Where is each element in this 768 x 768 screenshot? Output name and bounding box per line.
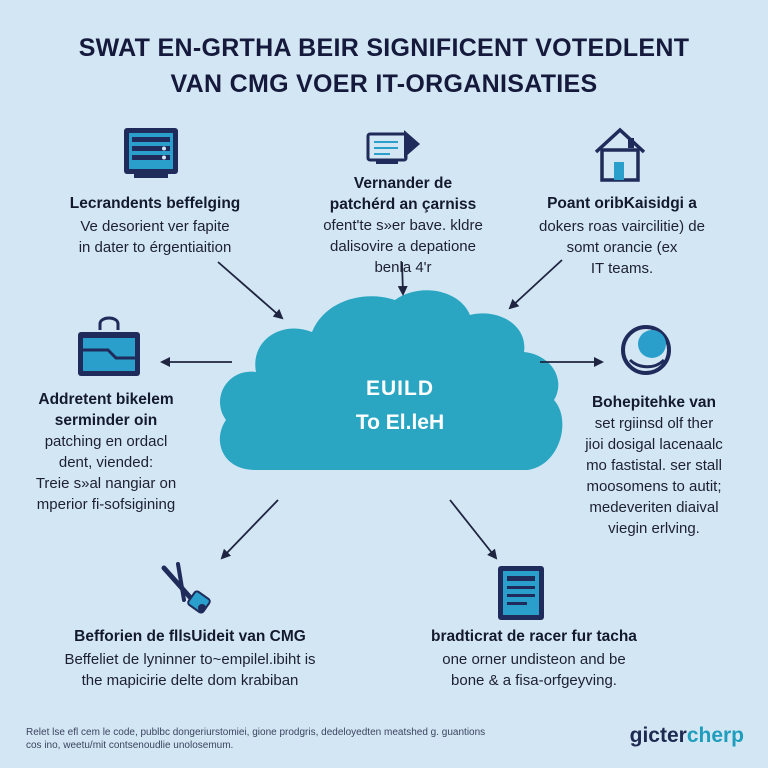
item-top-right-heading: Poant oribKaisidgi a (547, 195, 697, 212)
item-mid-right-line-2: jioi dosigal lacenaalc (585, 436, 723, 453)
item-bottom-right-line-2: bone & a fisa-orfgeyving. (451, 672, 617, 689)
item-top-center-line-2: dalisovire a depatione (330, 238, 476, 255)
item-top-center-heading-1: Vernander de (353, 175, 453, 192)
item-mid-left-heading-2: serminder oin (54, 412, 158, 429)
item-top-left (40, 193, 270, 258)
item-bottom-left (28, 626, 352, 691)
item-mid-right-line-5: medeveriten diaival (589, 499, 719, 516)
folder-lock-icon (78, 318, 140, 376)
item-top-right (512, 193, 732, 279)
item-top-left-heading: Lecrandents beffelging (69, 195, 241, 212)
item-bottom-right-heading: bradticrat de racer fur tacha (431, 628, 637, 645)
footer-line-1: Relet lse efl cem le code, publbc dongeriurstomiei, gione prodgris, dedeloyedten meatshed g. guantions (26, 727, 486, 738)
cloud-label-line-1: EUILD (366, 377, 434, 400)
arrow-top-left (218, 262, 282, 318)
item-top-center (290, 173, 516, 278)
item-mid-left-line-3: Treie s»al nangiar on (35, 475, 177, 492)
footer-line-2: cos ino, weetu/mit contsenoudlie unolosemum. (26, 740, 234, 751)
item-top-center-line-3: benla 4'r (374, 259, 432, 276)
item-mid-right-heading: Bohepitehke van (591, 394, 717, 411)
item-bottom-left-line-2: the mapicirie delte dom krabiban (81, 672, 299, 689)
item-top-center-heading-2: patchérd an çarniss (329, 196, 477, 213)
item-mid-right-line-6: viegin erlving. (608, 520, 700, 537)
item-mid-left-heading-1: Addretent bikelem (38, 391, 174, 408)
logo-part-2: cherp (686, 724, 744, 747)
item-bottom-left-heading: Befforien de fllsUideit van CMG (74, 628, 306, 645)
arrow-bottom-right (450, 500, 496, 558)
item-top-left-line-1: Ve desorient ver fapite (80, 218, 230, 235)
item-top-right-line-2: somt orancie (ex (566, 239, 678, 256)
title-line-2: VAN CMG VOER IT-ORGANISATIES (170, 70, 598, 98)
title-line-1: SWAT EN-GRTHA BEIR SIGNIFICENT VOTEDLENT (78, 34, 690, 62)
item-mid-right (548, 392, 760, 539)
cloud-label (300, 374, 500, 438)
document-arrow-icon (368, 130, 420, 164)
cloud-label-line-2: To El.leH (355, 411, 445, 434)
item-mid-left-line-2: dent, viended: (58, 454, 154, 471)
item-mid-right-line-3: mo fastistal. ser stall (586, 457, 722, 474)
item-bottom-right-line-1: one orner undisteon and be (442, 651, 626, 668)
footer-note (26, 726, 485, 752)
house-icon (596, 130, 644, 180)
item-mid-left-line-4: mperior fi-sofsigining (36, 496, 176, 513)
item-bottom-left-line-1: Beffeliet de lyninner to~empilel.ibiht is (64, 651, 316, 668)
server-list-icon (124, 128, 178, 178)
tools-icon (164, 564, 211, 614)
item-mid-right-line-1: set rgiinsd olf ther (594, 415, 714, 432)
item-top-center-line-1: ofent'te s»er bave. kldre (323, 217, 483, 234)
item-mid-right-line-4: moosomens to autit; (586, 478, 722, 495)
item-top-right-line-3: IT teams. (590, 260, 654, 277)
document-list-icon (498, 566, 544, 620)
logo-part-1: gicter (629, 724, 687, 747)
arrow-bottom-left (222, 500, 278, 558)
item-top-left-line-2: in dater to érgentiaition (78, 239, 232, 256)
globe-icon (623, 327, 669, 373)
item-mid-left-line-1: patching en ordacl (44, 433, 168, 450)
brand-logo (630, 724, 744, 748)
item-mid-left (0, 389, 212, 515)
item-bottom-right (396, 626, 672, 691)
item-top-right-line-1: dokers roas vaircilitie) de (539, 218, 705, 235)
